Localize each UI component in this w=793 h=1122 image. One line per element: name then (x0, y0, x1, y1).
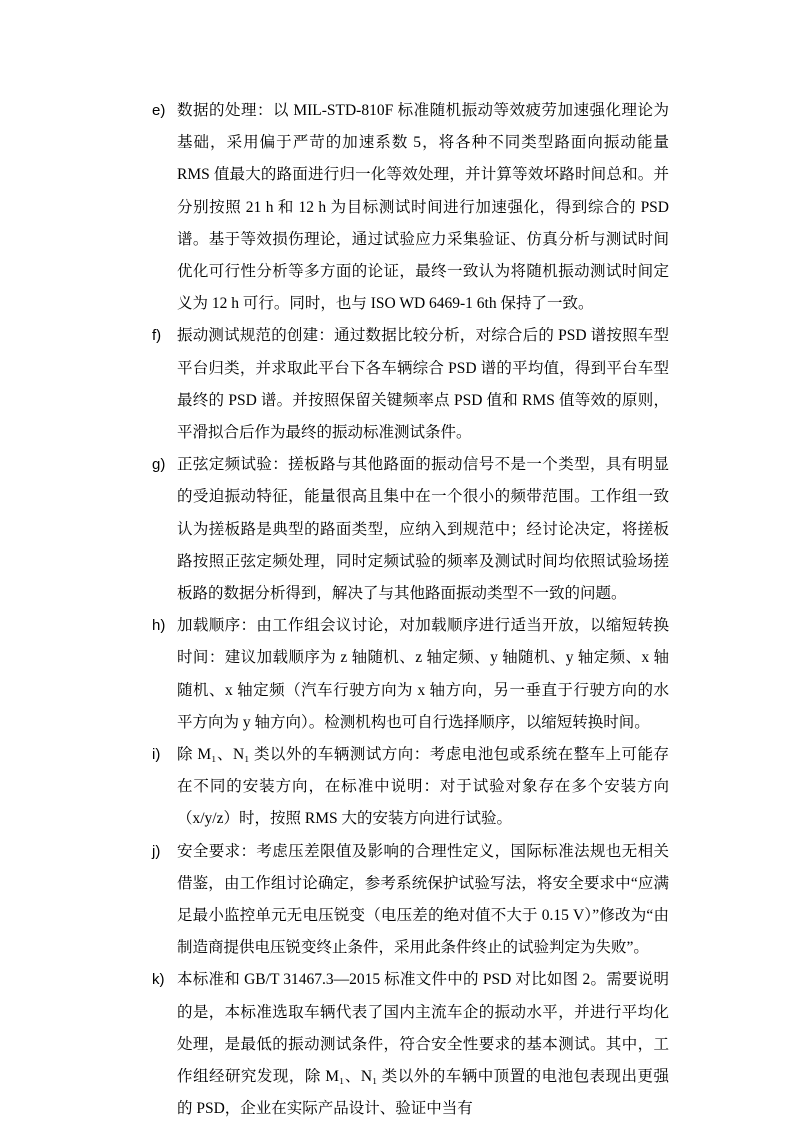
list-item-label: i) (152, 746, 161, 764)
list-item-label: g) (152, 456, 166, 474)
list-item-label: k) (152, 971, 165, 989)
list-item (152, 320, 669, 449)
list-item-label: e) (152, 102, 166, 119)
list-item (152, 610, 669, 739)
list-item-text: 正弦定频试验：搓板路与其他路面的振动信号不是一个类型，具有明显的受迫振动特征，能量很高且集中在一个很小的频带范围。工作组一致认为搓板路是典型的路面类型，应纳入到规范中；经讨论决定，将搓板路按照正弦定频处理，同时定频试验的频率及测试时间均依照试验场搓板路的数据分析得到，解决了与其他路面振动类型不一致的问题。 (177, 456, 669, 603)
list-item-label: f) (152, 327, 162, 345)
list-item-text: 数据的处理：以 MIL-STD-810F 标准随机振动等效疲劳加速强化理论为基础，采用偏于严苛的加速系数 5，将各种不同类型路面向振动能量 RMS 值最大的路面进行归一化等效处理，并计算等效坏路时间总和。并分别按照 21 h 和 12 h 为目标测试时间进行加速强化，得到综合的 PSD 谱。基于等效损伤理论，通过试验应力采集验证、仿真分析与测试时间优化可行性分析等多方面的论证，最终一致认为将随机振动测试时间定义为 12 h 可行。同时，也与 ISO WD 6469-1 6th 保持了一致。 (177, 102, 669, 313)
list-item-label: h) (152, 617, 166, 635)
list-item (152, 739, 669, 836)
list-item-label: j) (152, 842, 161, 860)
list-item (152, 836, 669, 965)
list-item-text: 振动测试规范的创建：通过数据比较分析，对综合后的 PSD 谱按照车型平台归类，并求取此平台下各车辆综合 PSD 谱的平均值，得到平台车型最终的 PSD 谱。并按照保留关键频率点 PSD 值和 RMS 值等效的原则，平滑拟合后作为最终的振动标准测试条件。 (177, 327, 669, 442)
list-item-text: 除 M₁、N₁ 类以外的车辆测试方向：考虑电池包或系统在整车上可能存在不同的安装方向，在标准中说明：对于试验对象存在多个安装方向（x/y/z）时，按照 RMS 大的安装方向进行试验。 (177, 746, 669, 828)
list-item (152, 449, 669, 610)
list-item-text: 本标准和 GB/T 31467.3—2015 标准文件中的 PSD 对比如图 2。需要说明的是，本标准选取车辆代表了国内主流车企的振动水平，并进行平均化处理，是最低的振动测试条件，符合安全性要求的基本测试。其中，工作组经研究发现，除 M₁、N₁ 类以外的车辆中顶置的电池包表现出更强的 PSD，企业在实际产品设计、验证中当有 (177, 971, 669, 1118)
list-item (152, 964, 669, 1122)
document-body (152, 95, 669, 1122)
list-item (152, 95, 669, 320)
list-item-text: 加载顺序：由工作组会议讨论，对加载顺序进行适当开放，以缩短转换时间：建议加载顺序为 z 轴随机、z 轴定频、y 轴随机、y 轴定频、x 轴随机、x 轴定频（汽车行驶方向为 x 轴方向，另一垂直于行驶方向的水平方向为 y 轴方向）。检测机构也可自行选择顺序，以缩短转换时间。 (177, 617, 669, 731)
list-item-text: 安全要求：考虑压差限值及影响的合理性定义，国际标准法规也无相关借鉴，由工作组讨论确定，参考系统保护试验写法，将安全要求中“应满足最小监控单元无电压锐变（电压差的绝对值不大于 0.15 V）”修改为“由制造商提供电压锐变终止条件，采用此条件终止的试验判定为失败”。 (177, 842, 669, 957)
